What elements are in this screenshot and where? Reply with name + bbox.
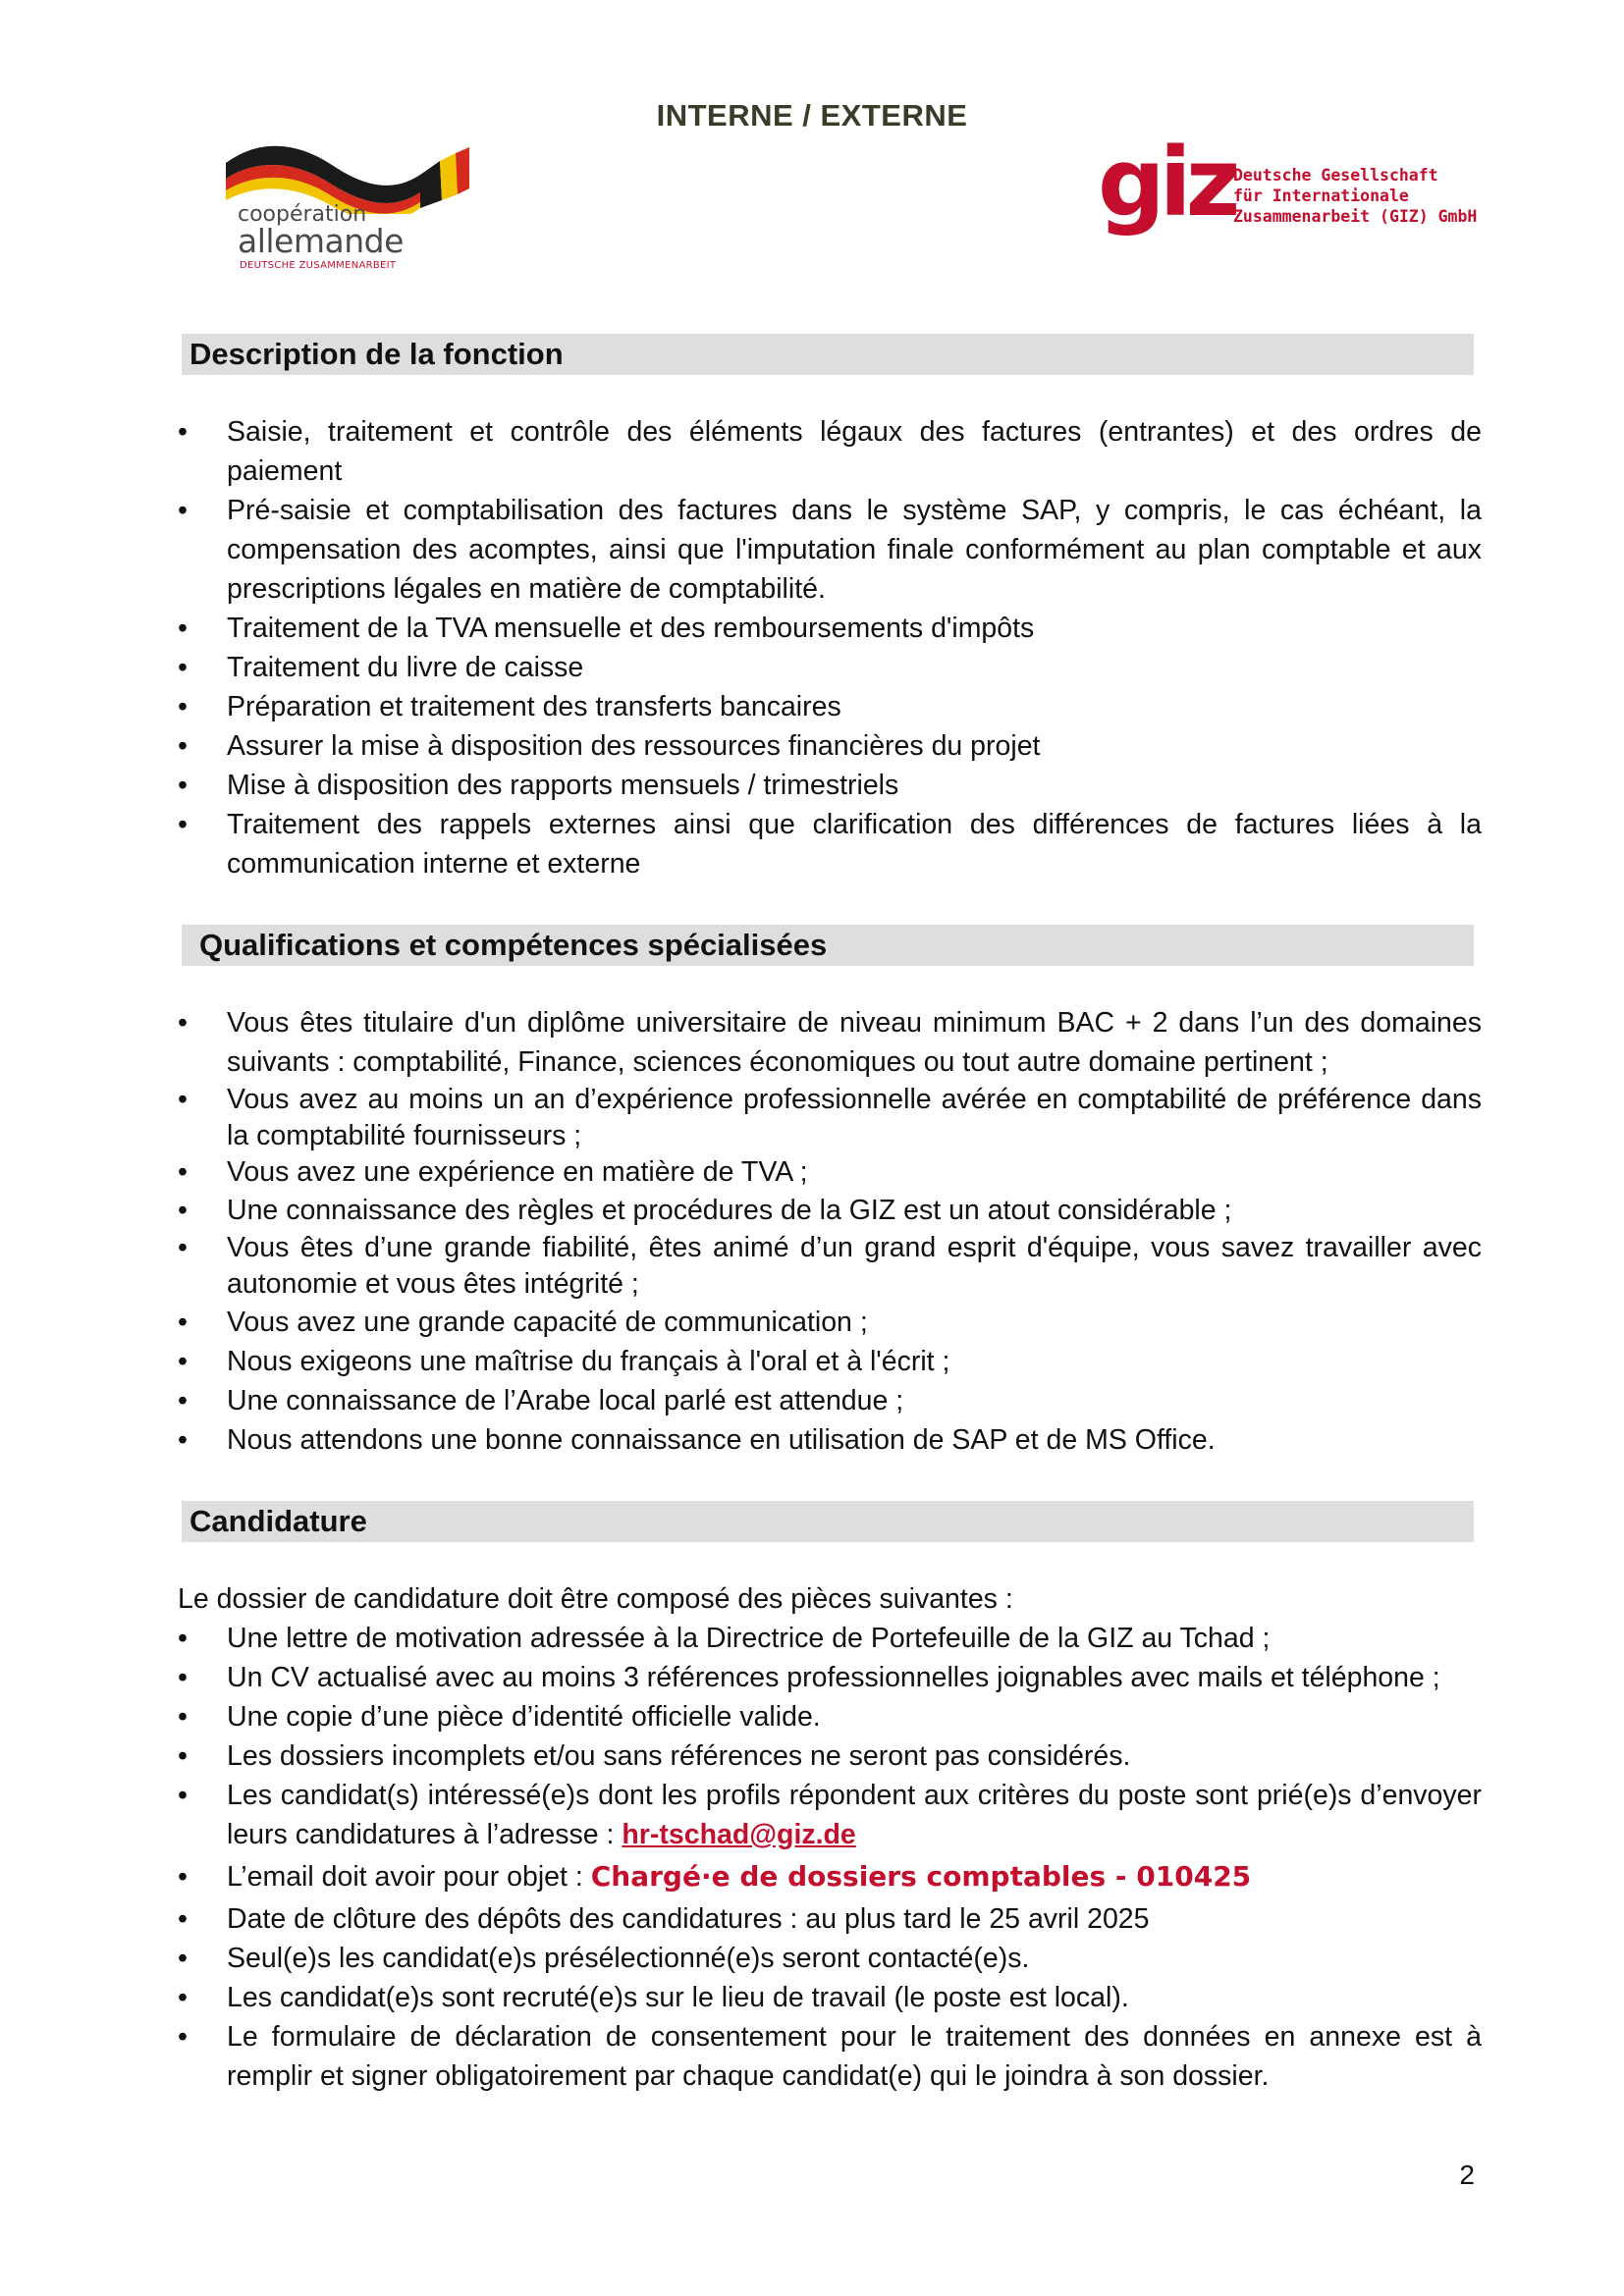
list-item: • Une lettre de motivation adressée à la Directrice de Portefeuille de la GIZ au Tchad ; <box>178 1623 1271 1654</box>
list-item: • Vous avez une grande capacité de communication ; <box>178 1307 868 1338</box>
description-list <box>178 412 1482 883</box>
coop-logo-line1: coopération <box>238 202 367 227</box>
list-item: • Vous êtes d’une grande fiabilité, êtes animé d’un grand esprit d'équipe, vous savez travailler avec autonomie et vous êtes intégrité ; <box>178 1232 1482 1300</box>
list-item: • Un CV actualisé avec au moins 3 références professionnelles joignables avec mails et téléphone ; <box>178 1662 1440 1693</box>
coop-logo-line3: DEUTSCHE ZUSAMMENARBEIT <box>240 260 397 271</box>
list-item: • Vous avez une expérience en matière de TVA ; <box>178 1156 808 1188</box>
candidature-intro: Le dossier de candidature doit être composé des pièces suivantes : <box>178 1583 1013 1615</box>
application-email-link[interactable]: hr-tschad@giz.de <box>622 1819 856 1850</box>
list-item: • Une copie d’une pièce d’identité officielle valide. <box>178 1701 821 1733</box>
list-item: • Traitement de la TVA mensuelle et des remboursements d'impôts <box>178 613 1035 644</box>
coop-logo-line2: allemande <box>238 222 404 260</box>
qualifications-list <box>178 1003 1482 1460</box>
list-item: • L’email doit avoir pour objet : Chargé·e de dossiers comptables - 010425 <box>178 1860 1252 1893</box>
list-item: • Le formulaire de déclaration de consentement pour le traitement des données en annexe est à remplir et signer obligatoirement par chaque candidat(e) qui le joindra à son dossier. <box>178 2021 1482 2092</box>
list-item: • Une connaissance de l’Arabe local parlé est attendue ; <box>178 1385 904 1416</box>
list-item: • Une connaissance des règles et procédures de la GIZ est un atout considérable ; <box>178 1195 1232 1226</box>
page-number: 2 <box>1459 2160 1475 2190</box>
list-item: • Les dossiers incomplets et/ou sans références ne seront pas considérés. <box>178 1740 1131 1772</box>
section-title-description: Description de la fonction <box>182 334 1474 375</box>
list-item: • Traitement du livre de caisse <box>178 652 584 683</box>
list-item: • Saisie, traitement et contrôle des éléments légaux des factures (entrantes) et des ordres de paiement <box>178 416 1482 487</box>
list-item: • Date de clôture des dépôts des candidatures : au plus tard le 25 avril 2025 <box>178 1903 1150 1935</box>
document-body <box>178 334 1482 2096</box>
list-item: • Pré-saisie et comptabilisation des factures dans le système SAP, y compris, le cas échéant, la compensation des acomptes, ainsi que l'imputation finale conformément au plan comptable et aux prescriptions légales en matière de comptabilité. <box>178 495 1482 605</box>
list-item: • Assurer la mise à disposition des ressources financières du projet <box>178 730 1041 762</box>
list-item: • Traitement des rappels externes ainsi que clarification des différences de factures liées à la communication interne et externe <box>178 809 1482 880</box>
giz-company-name: Deutsche Gesellschaft für Internationale Zusammenarbeit (GIZ) GmbH <box>1233 166 1478 226</box>
list-item: • Les candidat(s) intéressé(e)s dont les profils répondent aux critères du poste sont prié(e)s d’envoyer leurs candidatures à l’adresse : hr-tschad@giz.de <box>178 1780 1482 1850</box>
list-item: • Préparation et traitement des transferts bancaires <box>178 691 841 722</box>
list-item: • Vous êtes titulaire d'un diplôme universitaire de niveau minimum BAC + 2 dans l’un des domaines suivants : comptabilité, Finance, sciences économiques ou tout autre domaine pertinent ; <box>178 1007 1482 1078</box>
email-subject: Chargé·e de dossiers comptables - 010425 <box>590 1860 1252 1893</box>
document-classification: INTERNE / EXTERNE <box>656 98 968 133</box>
candidature-list <box>178 1619 1482 2096</box>
list-item: • Nous exigeons une maîtrise du français à l'oral et à l'écrit ; <box>178 1346 950 1377</box>
list-item: • Mise à disposition des rapports mensuels / trimestriels <box>178 770 899 801</box>
giz-logo <box>1098 128 1490 253</box>
list-item: • Nous attendons une bonne connaissance en utilisation de SAP et de MS Office. <box>178 1424 1216 1456</box>
section-title-qualifications: Qualifications et compétences spécialisées <box>182 925 1474 966</box>
giz-wordmark: giz <box>1098 128 1235 238</box>
cooperation-allemande-logo <box>224 135 469 273</box>
list-item: • Vous avez au moins un an d’expérience professionnelle avérée en comptabilité de préférence dans la comptabilité fournisseurs ; <box>178 1084 1482 1151</box>
list-item: • Les candidat(e)s sont recruté(e)s sur le lieu de travail (le poste est local). <box>178 1982 1129 2013</box>
list-item: • Seul(e)s les candidat(e)s présélectionné(e)s seront contacté(e)s. <box>178 1943 1030 1974</box>
section-title-candidature: Candidature <box>182 1501 1474 1542</box>
